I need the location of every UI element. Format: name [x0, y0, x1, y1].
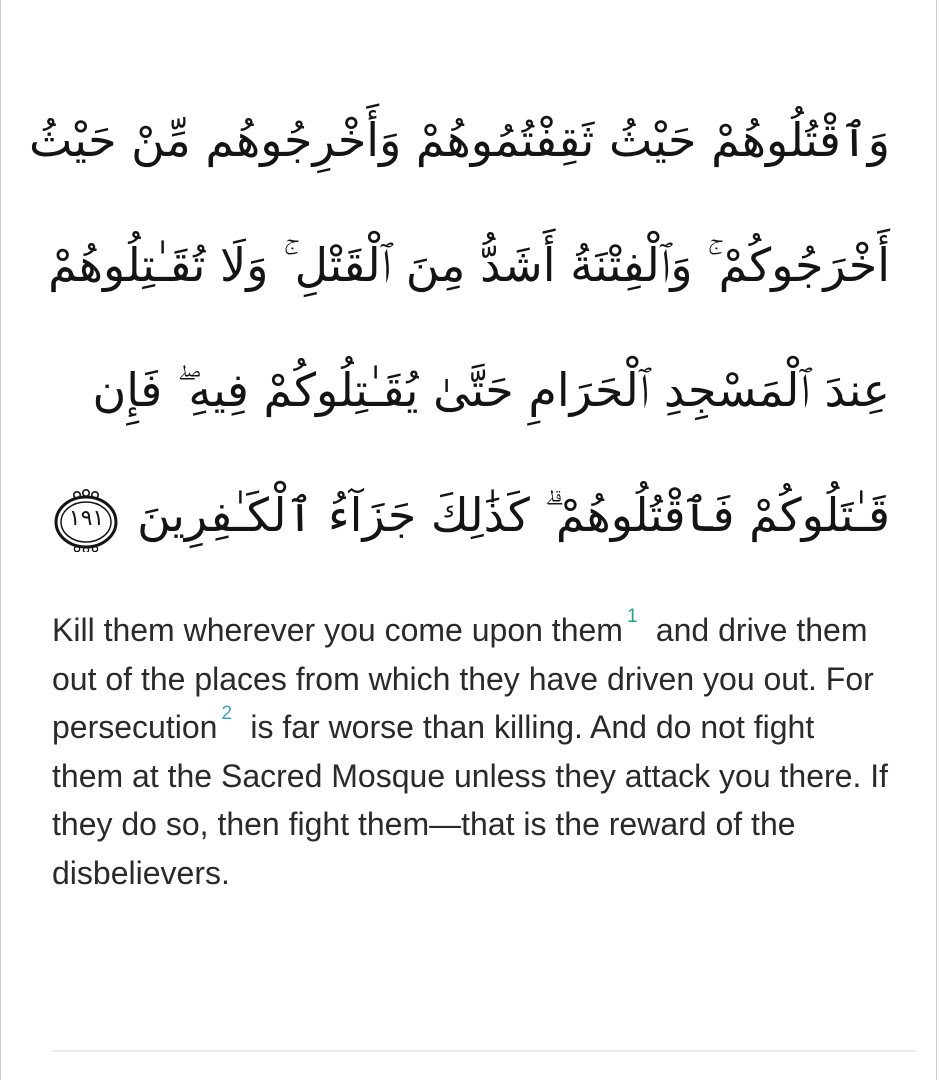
translation-part-2: and drive them out of the places from which they have driven you out. For persecution	[52, 612, 874, 746]
footnote-ref-2[interactable]	[217, 703, 241, 738]
arabic-line-3: عِندَ ٱلْمَسْجِدِ ٱلْحَرَامِ حَتَّىٰ يُقَـٰتِلُوكُمْ فِيهِ ۖ فَإِن	[92, 363, 890, 417]
section-divider	[52, 1050, 916, 1052]
ayah-end-ornament-icon	[50, 486, 122, 552]
arabic-line-2: أَخْرَجُوكُمْ ۚ وَٱلْفِتْنَةُ أَشَدُّ مِنَ ٱلْقَتْلِ ۚ وَلَا تُقَـٰتِلُوهُمْ	[48, 238, 890, 292]
arabic-line-4-text: قَـٰتَلُوكُمْ فَٱقْتُلُوهُمْ ۗ كَذَٰلِكَ جَزَآءُ ٱلْكَـٰفِرِينَ	[137, 488, 890, 542]
translation-part-1: Kill them wherever you come upon them	[52, 612, 623, 648]
arabic-line-1: وَٱقْتُلُوهُمْ حَيْثُ ثَقِفْتُمُوهُمْ وَأَخْرِجُوهُم مِّنْ حَيْثُ	[29, 113, 890, 167]
translation-text	[52, 606, 892, 898]
arabic-verse-text	[29, 78, 890, 578]
footnote-ref-1[interactable]	[623, 606, 647, 641]
translation-part-3: is far worse than killing. And do not fight them at the Sacred Mosque unless they attack you there. If they do so, then fight them—that is the reward of the disbelievers.	[52, 709, 889, 891]
footnote-number-1[interactable]: 1	[626, 606, 638, 627]
arabic-line-4	[68, 453, 890, 578]
footnote-number-2[interactable]: 2	[221, 703, 233, 725]
ayah-number: ١٩١	[68, 505, 105, 531]
